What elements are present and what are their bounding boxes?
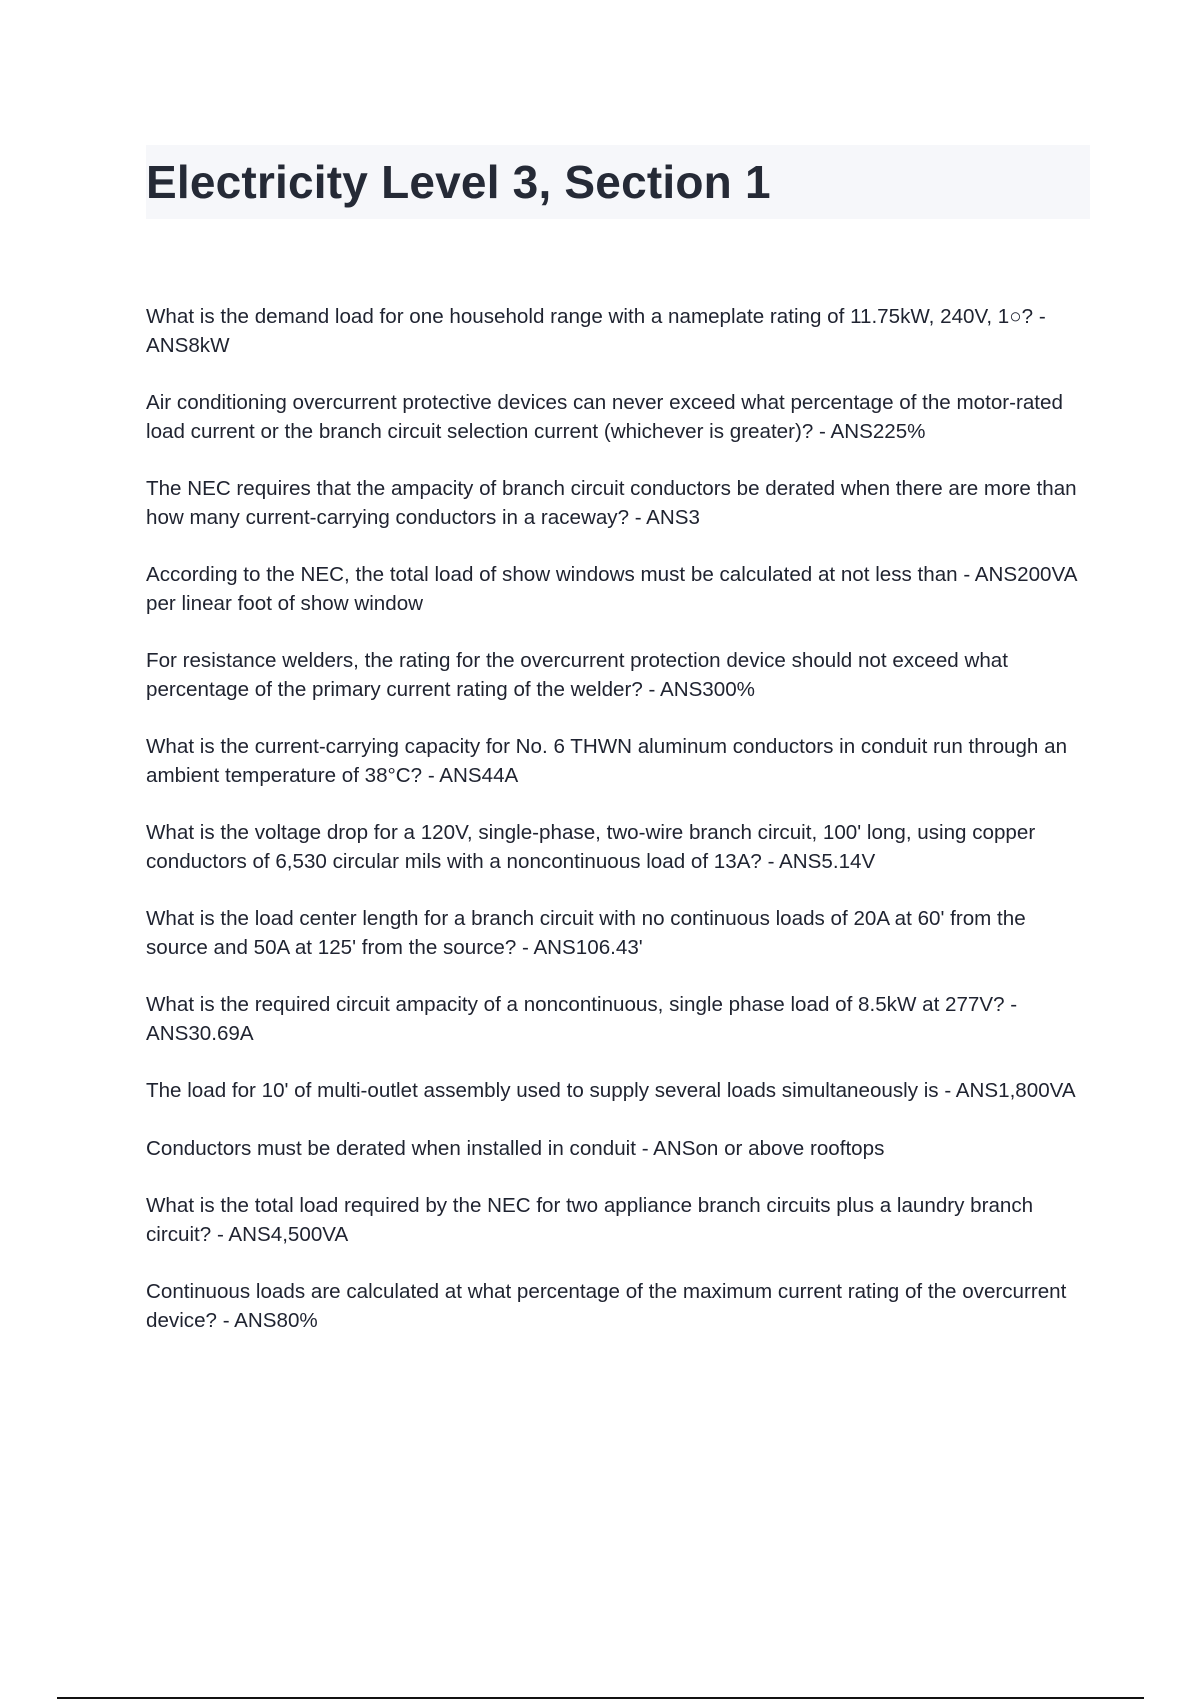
page-title: Electricity Level 3, Section 1 xyxy=(146,156,771,208)
title-banner xyxy=(146,145,1090,219)
qa-item: Air conditioning overcurrent protective devices can never exceed what percentage of the motor-rated load current or the branch circuit selection current (whichever is greater)? - ANS225% xyxy=(146,391,1063,443)
qa-item: What is the required circuit ampacity of a noncontinuous, single phase load of 8.5kW at 277V? - ANS30.69A xyxy=(146,993,1018,1045)
qa-item: What is the voltage drop for a 120V, single-phase, two-wire branch circuit, 100' long, using copper conductors of 6,530 circular mils with a noncontinuous load of 13A? - ANS5.14V xyxy=(146,821,1036,873)
qa-item: What is the current-carrying capacity for No. 6 THWN aluminum conductors in conduit run through an ambient temperature of 38°C? - ANS44A xyxy=(146,735,1068,787)
footer-divider xyxy=(57,1697,1144,1699)
qa-item: What is the load center length for a branch circuit with no continuous loads of 20A at 60' from the source and 50A at 125' from the source? - ANS106.43' xyxy=(146,907,1026,959)
qa-item: Continuous loads are calculated at what percentage of the maximum current rating of the overcurrent device? - ANS80% xyxy=(146,1280,1067,1332)
qa-item: According to the NEC, the total load of show windows must be calculated at not less than - ANS200VA per linear foot of show window xyxy=(146,563,1077,615)
qa-item: For resistance welders, the rating for the overcurrent protection device should not exceed what percentage of the primary current rating of the welder? - ANS300% xyxy=(146,649,1008,701)
qa-item: Conductors must be derated when installed in conduit - ANSon or above rooftops xyxy=(146,1136,885,1160)
question-answer-list xyxy=(146,303,1090,1364)
qa-item: What is the demand load for one household range with a nameplate rating of 11.75kW, 240V, 1○? - ANS8kW xyxy=(146,305,1046,357)
qa-item: The NEC requires that the ampacity of branch circuit conductors be derated when there are more than how many current-carrying conductors in a raceway? - ANS3 xyxy=(146,477,1077,529)
qa-item: The load for 10' of multi-outlet assembly used to supply several loads simultaneously is - ANS1,800VA xyxy=(146,1079,1076,1102)
qa-item: What is the total load required by the NEC for two appliance branch circuits plus a laundry branch circuit? - ANS4,500VA xyxy=(146,1194,1034,1246)
